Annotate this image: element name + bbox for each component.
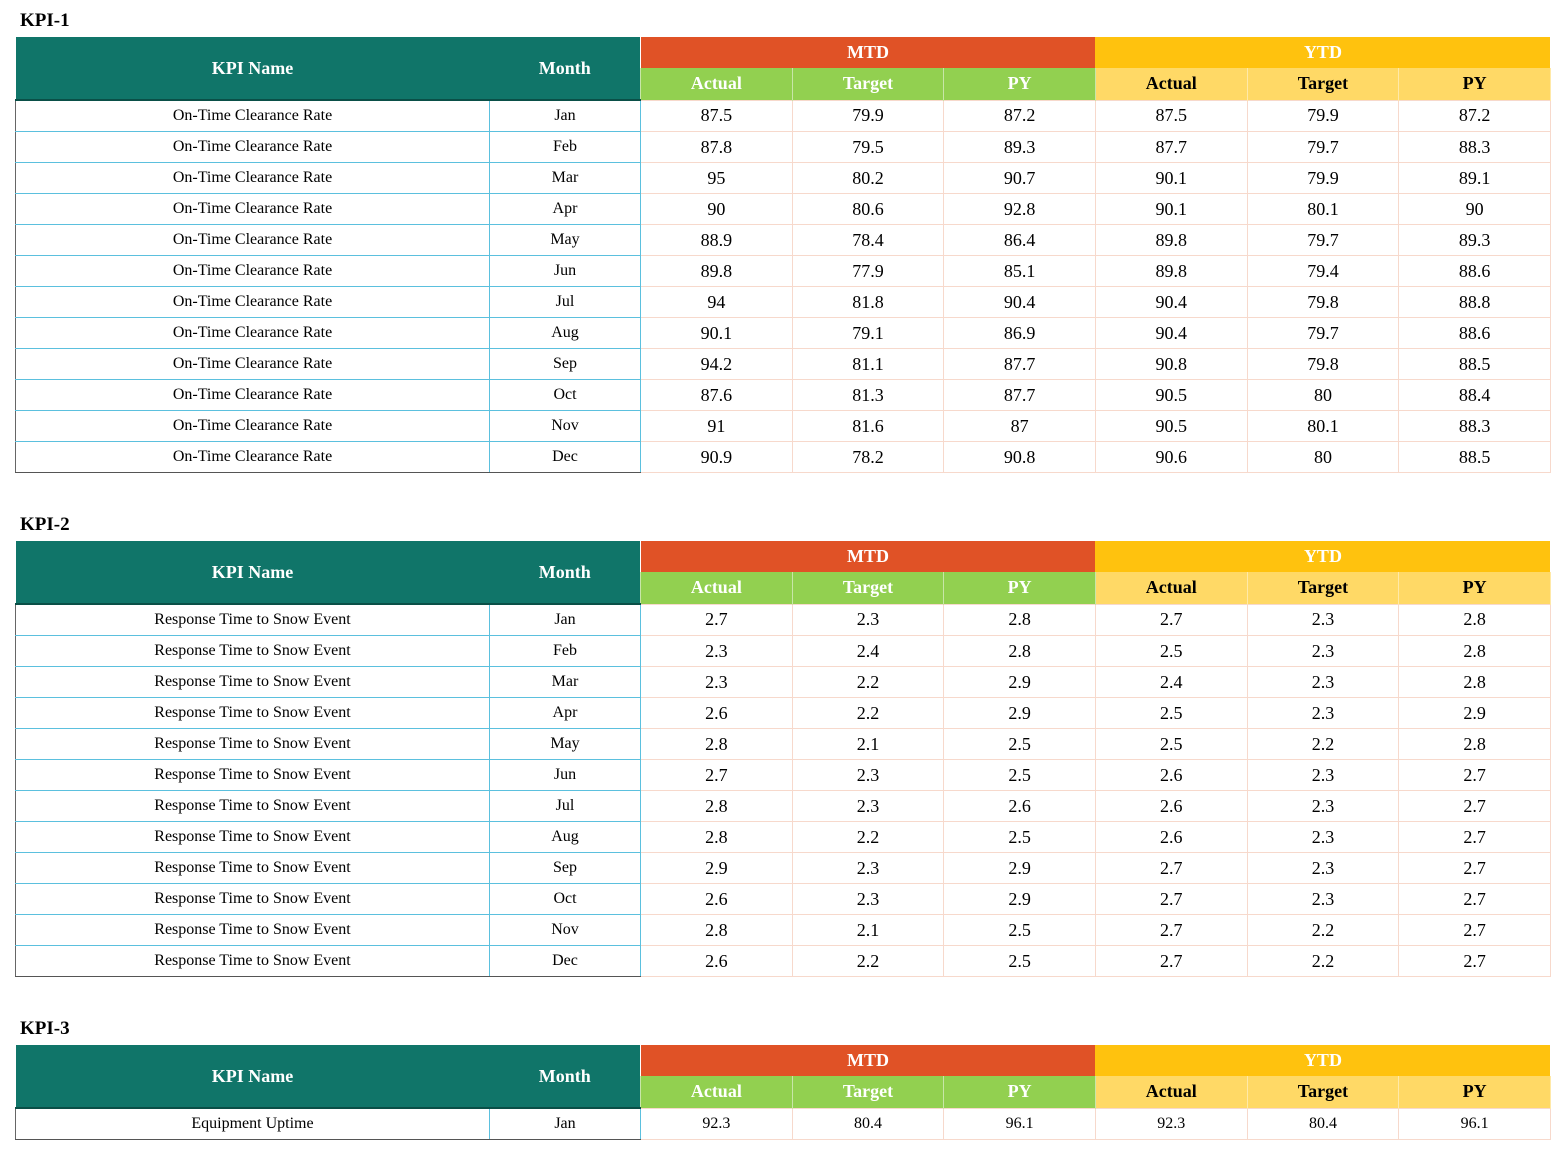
month-cell: Dec	[490, 946, 641, 977]
header-kpi-name: KPI Name	[16, 541, 490, 604]
header-ytd: YTD	[1095, 541, 1550, 572]
ytd-py-cell: 88.4	[1399, 380, 1551, 411]
header-mtd-py: PY	[944, 68, 1096, 100]
header-ytd-py: PY	[1399, 1076, 1551, 1108]
kpi-name-cell: Response Time to Snow Event	[16, 853, 490, 884]
section-title: KPI-1	[20, 10, 70, 31]
ytd-py-cell: 2.7	[1399, 760, 1551, 791]
ytd-target-cell: 79.9	[1247, 100, 1399, 132]
ytd-actual-cell: 2.6	[1095, 760, 1247, 791]
ytd-py-cell: 2.8	[1399, 636, 1551, 667]
ytd-actual-cell: 2.7	[1095, 946, 1247, 977]
table-row	[16, 100, 1551, 132]
mtd-target-cell: 2.3	[792, 604, 944, 636]
kpi-name-cell: On-Time Clearance Rate	[16, 256, 490, 287]
ytd-py-cell: 88.6	[1399, 256, 1551, 287]
ytd-py-cell: 2.7	[1399, 946, 1551, 977]
ytd-actual-cell: 2.7	[1095, 915, 1247, 946]
table-row	[16, 760, 1551, 791]
month-cell: Aug	[490, 318, 641, 349]
header-mtd-py: PY	[944, 1076, 1096, 1108]
header-month: Month	[490, 37, 641, 100]
ytd-py-cell: 87.2	[1399, 100, 1551, 132]
ytd-target-cell: 2.3	[1247, 636, 1399, 667]
kpi-name-cell: Response Time to Snow Event	[16, 822, 490, 853]
ytd-py-cell: 89.3	[1399, 225, 1551, 256]
mtd-py-cell: 89.3	[944, 132, 1096, 163]
ytd-target-cell: 80	[1247, 442, 1399, 473]
table-row	[16, 411, 1551, 442]
table-row	[16, 822, 1551, 853]
table-row	[16, 946, 1551, 977]
ytd-actual-cell: 87.7	[1095, 132, 1247, 163]
kpi-name-cell: Response Time to Snow Event	[16, 791, 490, 822]
table-body	[16, 100, 1551, 473]
table-row	[16, 132, 1551, 163]
mtd-py-cell: 2.8	[944, 604, 1096, 636]
mtd-actual-cell: 95	[641, 163, 793, 194]
mtd-actual-cell: 87.6	[641, 380, 793, 411]
mtd-target-cell: 81.6	[792, 411, 944, 442]
ytd-actual-cell: 2.4	[1095, 667, 1247, 698]
ytd-actual-cell: 90.5	[1095, 380, 1247, 411]
ytd-py-cell: 2.9	[1399, 698, 1551, 729]
kpi-name-cell: On-Time Clearance Rate	[16, 225, 490, 256]
header-ytd-target: Target	[1247, 68, 1399, 100]
ytd-target-cell: 2.3	[1247, 853, 1399, 884]
header-ytd-target: Target	[1247, 572, 1399, 604]
mtd-actual-cell: 2.8	[641, 791, 793, 822]
ytd-py-cell: 2.7	[1399, 853, 1551, 884]
ytd-target-cell: 79.7	[1247, 225, 1399, 256]
mtd-target-cell: 78.2	[792, 442, 944, 473]
table-row	[16, 256, 1551, 287]
header-mtd: MTD	[641, 37, 1096, 68]
ytd-py-cell: 2.7	[1399, 822, 1551, 853]
section-title: KPI-2	[20, 514, 70, 535]
ytd-actual-cell: 89.8	[1095, 256, 1247, 287]
mtd-py-cell: 96.1	[944, 1108, 1096, 1140]
mtd-target-cell: 2.4	[792, 636, 944, 667]
mtd-actual-cell: 2.7	[641, 604, 793, 636]
mtd-target-cell: 81.1	[792, 349, 944, 380]
month-cell: Oct	[490, 380, 641, 411]
header-mtd: MTD	[641, 541, 1096, 572]
mtd-actual-cell: 2.3	[641, 636, 793, 667]
table-row	[16, 380, 1551, 411]
kpi-name-cell: On-Time Clearance Rate	[16, 380, 490, 411]
ytd-target-cell: 2.3	[1247, 791, 1399, 822]
kpi-name-cell: Response Time to Snow Event	[16, 698, 490, 729]
kpi-name-cell: Response Time to Snow Event	[16, 760, 490, 791]
ytd-actual-cell: 90.1	[1095, 163, 1247, 194]
table-row	[16, 604, 1551, 636]
ytd-actual-cell: 2.7	[1095, 604, 1247, 636]
mtd-target-cell: 2.2	[792, 667, 944, 698]
table-row	[16, 163, 1551, 194]
table-row	[16, 225, 1551, 256]
table-row	[16, 915, 1551, 946]
ytd-target-cell: 2.3	[1247, 760, 1399, 791]
ytd-target-cell: 79.7	[1247, 132, 1399, 163]
mtd-actual-cell: 91	[641, 411, 793, 442]
ytd-py-cell: 2.7	[1399, 884, 1551, 915]
mtd-actual-cell: 87.5	[641, 100, 793, 132]
kpi-name-cell: On-Time Clearance Rate	[16, 194, 490, 225]
mtd-py-cell: 2.9	[944, 884, 1096, 915]
mtd-py-cell: 87.7	[944, 380, 1096, 411]
ytd-actual-cell: 2.5	[1095, 636, 1247, 667]
table-row	[16, 791, 1551, 822]
month-cell: May	[490, 729, 641, 760]
mtd-actual-cell: 2.6	[641, 698, 793, 729]
mtd-actual-cell: 2.3	[641, 667, 793, 698]
ytd-actual-cell: 2.7	[1095, 884, 1247, 915]
ytd-actual-cell: 90.6	[1095, 442, 1247, 473]
ytd-py-cell: 96.1	[1399, 1108, 1551, 1140]
ytd-target-cell: 2.3	[1247, 698, 1399, 729]
mtd-actual-cell: 94	[641, 287, 793, 318]
mtd-actual-cell: 90	[641, 194, 793, 225]
mtd-target-cell: 2.1	[792, 729, 944, 760]
section-title: KPI-3	[20, 1018, 70, 1039]
mtd-py-cell: 90.7	[944, 163, 1096, 194]
ytd-actual-cell: 90.4	[1095, 318, 1247, 349]
month-cell: Nov	[490, 915, 641, 946]
mtd-py-cell: 92.8	[944, 194, 1096, 225]
mtd-target-cell: 80.6	[792, 194, 944, 225]
table-body	[16, 604, 1551, 977]
kpi-table	[15, 541, 1551, 977]
ytd-actual-cell: 90.8	[1095, 349, 1247, 380]
header-mtd-py: PY	[944, 572, 1096, 604]
ytd-actual-cell: 87.5	[1095, 100, 1247, 132]
mtd-actual-cell: 2.8	[641, 729, 793, 760]
month-cell: Mar	[490, 667, 641, 698]
ytd-target-cell: 2.3	[1247, 667, 1399, 698]
kpi-table	[15, 37, 1551, 473]
kpi-name-cell: On-Time Clearance Rate	[16, 132, 490, 163]
ytd-target-cell: 79.8	[1247, 349, 1399, 380]
ytd-py-cell: 88.3	[1399, 411, 1551, 442]
header-ytd-py: PY	[1399, 68, 1551, 100]
month-cell: May	[490, 225, 641, 256]
mtd-target-cell: 79.5	[792, 132, 944, 163]
ytd-py-cell: 90	[1399, 194, 1551, 225]
kpi-name-cell: On-Time Clearance Rate	[16, 287, 490, 318]
mtd-py-cell: 2.9	[944, 853, 1096, 884]
header-ytd-actual: Actual	[1095, 68, 1247, 100]
ytd-target-cell: 79.8	[1247, 287, 1399, 318]
ytd-actual-cell: 2.6	[1095, 822, 1247, 853]
ytd-target-cell: 2.2	[1247, 729, 1399, 760]
month-cell: Jul	[490, 287, 641, 318]
mtd-py-cell: 2.9	[944, 698, 1096, 729]
ytd-py-cell: 88.6	[1399, 318, 1551, 349]
ytd-target-cell: 80.1	[1247, 194, 1399, 225]
mtd-actual-cell: 94.2	[641, 349, 793, 380]
month-cell: Mar	[490, 163, 641, 194]
table-row	[16, 636, 1551, 667]
month-cell: Apr	[490, 194, 641, 225]
ytd-py-cell: 88.5	[1399, 442, 1551, 473]
mtd-actual-cell: 2.9	[641, 853, 793, 884]
table-row	[16, 884, 1551, 915]
header-mtd-actual: Actual	[641, 572, 793, 604]
mtd-py-cell: 2.5	[944, 729, 1096, 760]
kpi-name-cell: On-Time Clearance Rate	[16, 411, 490, 442]
kpi-name-cell: Response Time to Snow Event	[16, 884, 490, 915]
month-cell: Jan	[490, 604, 641, 636]
table-row	[16, 349, 1551, 380]
mtd-target-cell: 2.2	[792, 946, 944, 977]
ytd-target-cell: 2.3	[1247, 604, 1399, 636]
kpi-name-cell: On-Time Clearance Rate	[16, 349, 490, 380]
kpi-name-cell: Response Time to Snow Event	[16, 946, 490, 977]
month-cell: Apr	[490, 698, 641, 729]
ytd-target-cell: 2.3	[1247, 822, 1399, 853]
mtd-target-cell: 77.9	[792, 256, 944, 287]
header-mtd-actual: Actual	[641, 1076, 793, 1108]
kpi-name-cell: Response Time to Snow Event	[16, 604, 490, 636]
ytd-py-cell: 2.8	[1399, 729, 1551, 760]
mtd-py-cell: 86.4	[944, 225, 1096, 256]
mtd-actual-cell: 87.8	[641, 132, 793, 163]
month-cell: Oct	[490, 884, 641, 915]
ytd-py-cell: 2.8	[1399, 667, 1551, 698]
table-row	[16, 442, 1551, 473]
ytd-actual-cell: 90.4	[1095, 287, 1247, 318]
month-cell: Sep	[490, 853, 641, 884]
mtd-py-cell: 2.5	[944, 760, 1096, 791]
table-row	[16, 194, 1551, 225]
header-month: Month	[490, 1045, 641, 1108]
kpi-name-cell: Response Time to Snow Event	[16, 729, 490, 760]
mtd-py-cell: 87.2	[944, 100, 1096, 132]
mtd-target-cell: 2.3	[792, 791, 944, 822]
ytd-target-cell: 2.2	[1247, 915, 1399, 946]
table-row	[16, 287, 1551, 318]
mtd-target-cell: 78.4	[792, 225, 944, 256]
mtd-actual-cell: 2.8	[641, 822, 793, 853]
header-mtd-target: Target	[792, 1076, 944, 1108]
kpi-name-cell: On-Time Clearance Rate	[16, 163, 490, 194]
ytd-target-cell: 79.9	[1247, 163, 1399, 194]
mtd-py-cell: 2.5	[944, 915, 1096, 946]
kpi-table	[15, 1045, 1551, 1140]
mtd-py-cell: 2.9	[944, 667, 1096, 698]
header-month: Month	[490, 541, 641, 604]
mtd-py-cell: 87.7	[944, 349, 1096, 380]
header-kpi-name: KPI Name	[16, 37, 490, 100]
mtd-actual-cell: 89.8	[641, 256, 793, 287]
ytd-py-cell: 2.7	[1399, 791, 1551, 822]
header-ytd-actual: Actual	[1095, 1076, 1247, 1108]
mtd-actual-cell: 2.6	[641, 884, 793, 915]
ytd-py-cell: 88.3	[1399, 132, 1551, 163]
mtd-actual-cell: 90.1	[641, 318, 793, 349]
month-cell: Aug	[490, 822, 641, 853]
header-ytd-target: Target	[1247, 1076, 1399, 1108]
mtd-actual-cell: 88.9	[641, 225, 793, 256]
table-body	[16, 1108, 1551, 1140]
table-row	[16, 318, 1551, 349]
kpi-name-cell: On-Time Clearance Rate	[16, 442, 490, 473]
mtd-actual-cell: 2.6	[641, 946, 793, 977]
mtd-target-cell: 2.3	[792, 853, 944, 884]
mtd-target-cell: 2.2	[792, 822, 944, 853]
month-cell: Dec	[490, 442, 641, 473]
mtd-target-cell: 80.4	[792, 1108, 944, 1140]
mtd-py-cell: 2.6	[944, 791, 1096, 822]
table-row	[16, 729, 1551, 760]
ytd-target-cell: 80.1	[1247, 411, 1399, 442]
ytd-py-cell: 88.5	[1399, 349, 1551, 380]
mtd-py-cell: 90.4	[944, 287, 1096, 318]
ytd-target-cell: 2.2	[1247, 946, 1399, 977]
header-mtd: MTD	[641, 1045, 1096, 1076]
kpi-name-cell: On-Time Clearance Rate	[16, 318, 490, 349]
ytd-actual-cell: 2.5	[1095, 698, 1247, 729]
table-row	[16, 667, 1551, 698]
ytd-py-cell: 2.7	[1399, 915, 1551, 946]
table-row	[16, 853, 1551, 884]
month-cell: Jan	[490, 1108, 641, 1140]
ytd-actual-cell: 2.7	[1095, 853, 1247, 884]
month-cell: Sep	[490, 349, 641, 380]
mtd-py-cell: 2.5	[944, 946, 1096, 977]
mtd-actual-cell: 2.8	[641, 915, 793, 946]
ytd-actual-cell: 2.6	[1095, 791, 1247, 822]
month-cell: Feb	[490, 636, 641, 667]
kpi-name-cell: Response Time to Snow Event	[16, 667, 490, 698]
ytd-target-cell: 79.4	[1247, 256, 1399, 287]
month-cell: Feb	[490, 132, 641, 163]
month-cell: Jun	[490, 760, 641, 791]
mtd-py-cell: 85.1	[944, 256, 1096, 287]
mtd-target-cell: 2.1	[792, 915, 944, 946]
mtd-py-cell: 2.5	[944, 822, 1096, 853]
month-cell: Nov	[490, 411, 641, 442]
mtd-py-cell: 90.8	[944, 442, 1096, 473]
mtd-py-cell: 86.9	[944, 318, 1096, 349]
mtd-target-cell: 81.8	[792, 287, 944, 318]
table-row	[16, 1108, 1551, 1140]
mtd-target-cell: 81.3	[792, 380, 944, 411]
header-mtd-target: Target	[792, 68, 944, 100]
header-mtd-target: Target	[792, 572, 944, 604]
mtd-py-cell: 87	[944, 411, 1096, 442]
month-cell: Jun	[490, 256, 641, 287]
kpi-name-cell: Response Time to Snow Event	[16, 915, 490, 946]
header-mtd-actual: Actual	[641, 68, 793, 100]
mtd-actual-cell: 2.7	[641, 760, 793, 791]
ytd-actual-cell: 90.5	[1095, 411, 1247, 442]
ytd-actual-cell: 92.3	[1095, 1108, 1247, 1140]
header-kpi-name: KPI Name	[16, 1045, 490, 1108]
ytd-py-cell: 89.1	[1399, 163, 1551, 194]
ytd-target-cell: 79.7	[1247, 318, 1399, 349]
mtd-target-cell: 79.9	[792, 100, 944, 132]
mtd-actual-cell: 92.3	[641, 1108, 793, 1140]
mtd-target-cell: 2.3	[792, 884, 944, 915]
header-ytd: YTD	[1095, 1045, 1550, 1076]
month-cell: Jan	[490, 100, 641, 132]
table-row	[16, 698, 1551, 729]
ytd-actual-cell: 2.5	[1095, 729, 1247, 760]
mtd-actual-cell: 90.9	[641, 442, 793, 473]
ytd-actual-cell: 90.1	[1095, 194, 1247, 225]
header-ytd-py: PY	[1399, 572, 1551, 604]
kpi-name-cell: Response Time to Snow Event	[16, 636, 490, 667]
header-ytd-actual: Actual	[1095, 572, 1247, 604]
ytd-target-cell: 80	[1247, 380, 1399, 411]
header-ytd: YTD	[1095, 37, 1550, 68]
mtd-target-cell: 80.2	[792, 163, 944, 194]
ytd-target-cell: 80.4	[1247, 1108, 1399, 1140]
mtd-target-cell: 2.3	[792, 760, 944, 791]
kpi-name-cell: On-Time Clearance Rate	[16, 100, 490, 132]
kpi-name-cell: Equipment Uptime	[16, 1108, 490, 1140]
mtd-target-cell: 2.2	[792, 698, 944, 729]
month-cell: Jul	[490, 791, 641, 822]
ytd-py-cell: 88.8	[1399, 287, 1551, 318]
mtd-py-cell: 2.8	[944, 636, 1096, 667]
ytd-py-cell: 2.8	[1399, 604, 1551, 636]
ytd-actual-cell: 89.8	[1095, 225, 1247, 256]
mtd-target-cell: 79.1	[792, 318, 944, 349]
ytd-target-cell: 2.3	[1247, 884, 1399, 915]
